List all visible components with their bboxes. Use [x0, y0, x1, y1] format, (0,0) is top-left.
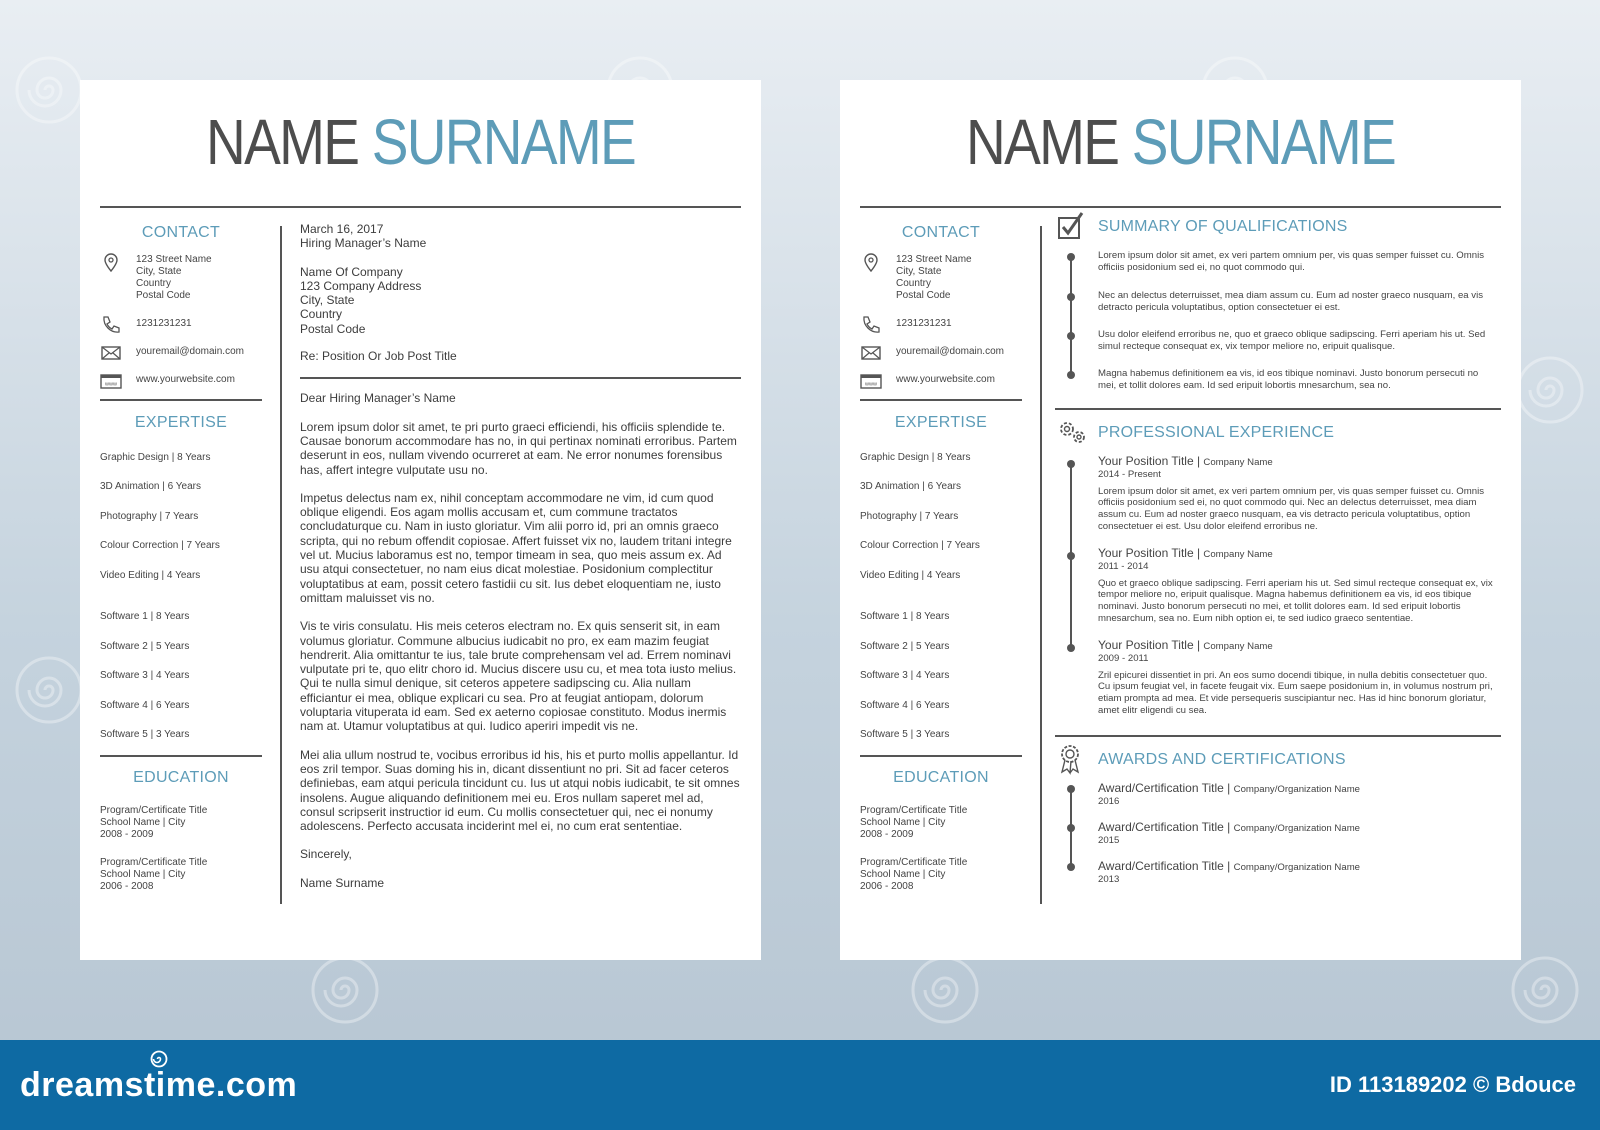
letter-date: March 16, 2017	[300, 222, 384, 236]
education-title: Program/Certificate Title	[100, 805, 208, 816]
education-years: 2008 - 2009	[100, 829, 154, 840]
education-years: 2006 - 2008	[100, 881, 154, 892]
website-icon	[860, 370, 882, 392]
contact-heading: CONTACT	[141, 224, 221, 241]
letter-company: Name Of Company	[300, 264, 403, 279]
divider	[100, 206, 741, 208]
summary-item: Magna habemus definitionem ea vis, id eos tibique nominavi. Justo bonorum persecuti no mei, et tollit dolores eam. Id sed eripuit lobortis mnesarchum, sea no.	[1098, 368, 1479, 391]
letter-re: Re: Position Or Job Post Title	[300, 349, 457, 364]
email-icon	[100, 342, 122, 364]
job-title: Your Position Title	[1098, 638, 1194, 652]
cover-letter-page	[80, 80, 761, 960]
education-title: Program/Certificate Title	[860, 805, 968, 816]
letter-paragraph: Lorem ipsum dolor sit amet, te pri purto graeci efficiendi, his officiis splendide te. Causae bonorum accommodare has no, in qui pertinax nominati erroribus. Partem deserunt in eos, nullam vivendo ocurreret at eam. Ne error nonumes forensibus has, affert integre vulputate usu no.	[300, 419, 737, 477]
letter-paragraph: Vis te viris consulatu. His meis ceteros electram no. Ex quis senserit sit, in eam volumus gloriatur. Commune albucius iudicabit no pro, ex eam mazim feugiat hendrerit. Alia omittantur te ius, tale brute comprehensam vel ad. Errem nominavi vulputate pri te, quo elitr choro id. Mucius discere usu cu, et mea tota iusto melius. Qui te nulla simul denique, sit ceteros appetere sadipscing cu. Alia nullam efficiantur ei mea, oblique explicari cu sea. Pro at feugiat antiopam, dolorum voluptaria vituperata id eam. Sed ex aeterno copiosae constituto. Modus inermis nam at. Utamur voluptatibus at qui. Iudico aperiri impedit vis ne.	[300, 619, 737, 734]
timeline-dot	[1067, 863, 1075, 871]
timeline-dot	[1067, 293, 1075, 301]
award-title: Award/Certification Title	[1098, 781, 1224, 795]
address-text: 123 Street Name City, State Country Postal Code	[136, 254, 212, 301]
letter-paragraph: Mei alia ullum nostrud te, vocibus erroribus id his, his et purto mollis appellantur. Id eos zril tempor. Suas doming his in, dicant dissentiunt no pri. Sit ad facer ceteros definiebas, eam atqui pericula tincidunt cu. Ius ut atqui nobis iudicabit, te sit omnes insolens. Augue aliquando definitionem mei eu. Eros nullam saperet mel ad, consul scripserit instructior id eum. Cu mollis consectetuer qui, nec ei nonumy adolescens. Perfecto accusata inciderint mel ei, no cum erat sententiae.	[300, 747, 740, 834]
job-description: Zril epicurei dissentiet in pri. An eos sumo docendi tibique, in nulla debitis consectetuer quo. Cu ipsum feugiat vel, in facete feugait vix. Eum saepe posidonium in, in volumus nostrum pri, etiam prompta ad mea. Et vide persequeris suscipiantur nec. Has id hinc bonorum gloriatur, amet elitr eligendi cu sea.	[1098, 669, 1493, 716]
timeline-line	[1070, 256, 1072, 376]
software-item: Software 1 | 8 Years	[860, 611, 950, 622]
education-item	[100, 805, 207, 841]
footer-bar	[0, 1040, 1600, 1130]
timeline-dot	[1067, 824, 1075, 832]
award-title: Award/Certification Title	[1098, 859, 1224, 873]
award-ribbon-icon	[1055, 742, 1089, 776]
software-item: Software 1 | 8 Years	[100, 611, 190, 622]
award-year: 2013	[1098, 873, 1120, 885]
software-item: Software 5 | 3 Years	[100, 729, 190, 740]
skill-item: Graphic Design | 8 Years	[100, 452, 211, 463]
swirl-icon	[150, 1050, 168, 1068]
education-item	[860, 805, 967, 841]
website-text: www.yourwebsite.com	[896, 374, 995, 385]
education-title: Program/Certificate Title	[100, 857, 208, 868]
experience-heading: PROFESSIONAL EXPERIENCE	[1098, 424, 1335, 441]
education-heading: EDUCATION	[893, 769, 989, 786]
education-school: School Name | City	[100, 869, 186, 880]
skill-item: Colour Correction | 7 Years	[860, 540, 980, 551]
name-heading	[888, 106, 1474, 178]
software-item: Software 3 | 4 Years	[100, 670, 190, 681]
job-company: Company Name	[1203, 641, 1273, 652]
divider	[1055, 408, 1501, 410]
education-years: 2006 - 2008	[860, 881, 914, 892]
experience-item: Your Position Title | Company Name 2009 - 2011 Zril epicurei dissentiet in pri. An eos sumo docendi tibique, in nulla debitis consectetuer quo. Cu ipsum feugiat vel, in facete feugait vix. Eum saepe posidonium in, in volumus nostrum pri, etiam prompta ad mea. Et vide persequeris suscipiantur nec. Has id hinc bonorum gloriatur, amet elitr eligendi cu sea.	[1098, 640, 1498, 717]
phone-icon	[100, 314, 122, 336]
job-company: Company Name	[1203, 457, 1273, 468]
award-org: Company/Organization Name	[1233, 784, 1361, 795]
job-title: Your Position Title	[1098, 454, 1194, 468]
software-item: Software 2 | 5 Years	[100, 641, 190, 652]
skill-item: 3D Animation | 6 Years	[100, 481, 201, 492]
image-credit: ID 113189202 © Bdouce	[1329, 1072, 1576, 1097]
website-icon	[100, 370, 122, 392]
job-dates: 2009 - 2011	[1098, 652, 1149, 664]
education-item	[860, 857, 967, 893]
column-divider	[1040, 226, 1042, 904]
education-item	[100, 857, 207, 893]
education-school: School Name | City	[860, 817, 946, 828]
letter-postal: Postal Code	[300, 321, 366, 336]
divider	[100, 399, 262, 401]
summary-item: Usu dolor eleifend erroribus ne, quo et graeco oblique sadipscing. Ferri aperiam his ut. Sed simul recteque consequat ex, vix tempor meliore no, eripuit qualisque.	[1098, 329, 1486, 352]
watermark-icon	[14, 55, 84, 125]
education-title: Program/Certificate Title	[860, 857, 968, 868]
divider	[860, 755, 1022, 757]
skill-item: Colour Correction | 7 Years	[100, 540, 220, 551]
award-org: Company/Organization Name	[1233, 862, 1361, 873]
first-name: NAME	[206, 106, 359, 178]
summary-heading: SUMMARY OF QUALIFICATIONS	[1098, 218, 1348, 235]
letter-closing: Sincerely,	[300, 847, 352, 862]
phone-icon	[860, 314, 882, 336]
software-item: Software 2 | 5 Years	[860, 641, 950, 652]
award-year: 2015	[1098, 834, 1120, 846]
last-name: SURNAME	[1131, 106, 1395, 178]
award-org: Company/Organization Name	[1233, 823, 1361, 834]
award-item: Award/Certification Title | Company/Organization Name 2015	[1098, 822, 1498, 847]
svg-text:www: www	[865, 381, 877, 388]
software-item: Software 5 | 3 Years	[860, 729, 950, 740]
software-item: Software 4 | 6 Years	[860, 700, 950, 711]
skill-item: Photography | 7 Years	[100, 511, 199, 522]
divider	[1055, 735, 1501, 737]
contact-heading: CONTACT	[901, 224, 981, 241]
awards-heading: AWARDS AND CERTIFICATIONS	[1098, 751, 1346, 768]
expertise-heading: EXPERTISE	[894, 414, 988, 431]
email-icon	[860, 342, 882, 364]
software-item: Software 3 | 4 Years	[860, 670, 950, 681]
job-dates: 2011 - 2014	[1098, 560, 1149, 572]
resume-page	[840, 80, 1521, 960]
brand-logo[interactable]: dreamstime.com	[20, 1066, 298, 1104]
skill-item: Photography | 7 Years	[860, 511, 959, 522]
letter-recipient: Hiring Manager’s Name	[300, 236, 427, 251]
award-item: Award/Certification Title | Company/Organization Name 2013	[1098, 861, 1498, 886]
letter-address: 123 Company Address	[300, 278, 422, 293]
watermark-icon	[14, 655, 84, 725]
job-dates: 2014 - Present	[1098, 468, 1161, 480]
letter-greeting: Dear Hiring Manager’s Name	[300, 391, 456, 406]
timeline-dot	[1067, 460, 1075, 468]
education-heading: EDUCATION	[133, 769, 229, 786]
phone-text: 1231231231	[136, 318, 192, 329]
timeline-dot	[1067, 253, 1075, 261]
job-description: Lorem ipsum dolor sit amet, ex veri partem omnium per, vis quas semper fuisset cu. Omnis officiis posidonium sed ei, no quot commodo qui. Nec an delectus deterruisset, mea diam assum cu. Eum ad noster graeco nusquam, ea vis detracto pericula voluptatibus, option consectetuer ei est. Usu dolor eleifend erroribus ne.	[1098, 485, 1485, 532]
award-item: Award/Certification Title | Company/Organization Name 2016	[1098, 783, 1498, 808]
name-heading	[128, 106, 714, 178]
timeline-dot	[1067, 371, 1075, 379]
job-company: Company Name	[1203, 549, 1273, 560]
last-name: SURNAME	[371, 106, 635, 178]
gears-icon	[1055, 415, 1089, 449]
watermark-icon	[1515, 355, 1585, 425]
letter-body	[300, 222, 741, 890]
watermark-icon	[1510, 955, 1580, 1025]
watermark-icon	[310, 955, 380, 1025]
divider	[300, 377, 741, 379]
first-name: NAME	[966, 106, 1119, 178]
award-year: 2016	[1098, 795, 1120, 807]
divider	[100, 755, 262, 757]
divider	[860, 399, 1022, 401]
phone-text: 1231231231	[896, 318, 952, 329]
award-title: Award/Certification Title	[1098, 820, 1224, 834]
job-title: Your Position Title	[1098, 546, 1194, 560]
letter-signature: Name Surname	[300, 875, 385, 890]
experience-item: Your Position Title | Company Name 2014 - Present Lorem ipsum dolor sit amet, ex veri partem omnium per, vis quas semper fuisset cu. Omnis officiis posidonium sed ei, no quot commodo qui. Nec an delectus deterruisset, mea diam assum cu. Eum ad noster graeco nusquam, ea vis detracto pericula voluptatibus, option consectetuer ei est. Usu dolor eleifend erroribus ne.	[1098, 456, 1498, 533]
svg-text:www: www	[105, 381, 117, 388]
software-item: Software 4 | 6 Years	[100, 700, 190, 711]
timeline-dot	[1067, 552, 1075, 560]
letter-paragraph: Impetus delectus nam ex, nihil conceptam accommodare ne vim, id cum quod oblique eligendi. Eos agam mollis accusam et, cum commune tractatos concludaturque cu. Nam in iusto gloriatur. Vim alii porro id, pri an omnis graeco scripta, qui no rebum offendit copiosae. Affert fuisset vix no, laudem tritani integre vel ut. Mucius laboramus est no, tempor timeam in sea, quo meis assum ex. Ad usu atqui consectetuer, no nam eius dicat molestiae. Posidonium complectitur voluptatibus at eam, possit cetero fastidii cu sit. Ius debet eloquentiam ne, iusto omittam maluisset vis no.	[300, 490, 732, 605]
letter-city: City, State	[300, 293, 355, 308]
skill-item: Video Editing | 4 Years	[100, 570, 201, 581]
job-description: Quo et graeco oblique sadipscing. Ferri aperiam his ut. Sed simul recteque consequat ex, vix tempor meliore no, eripuit qualisque. Magna habemus definitionem ea vis, id eos tibique nominavi. Justo bonorum persecuti no mei, et tollit dolores eam. Id sed eripuit lobortis mnesarchum, sea no. Eum nibh option ei, te sed iudico graeco sententiae.	[1098, 577, 1493, 624]
skill-item: Graphic Design | 8 Years	[860, 452, 971, 463]
skill-item: Video Editing | 4 Years	[860, 570, 961, 581]
timeline-dot	[1067, 332, 1075, 340]
checkbox-icon	[1055, 210, 1089, 244]
address-text: 123 Street Name City, State Country Postal Code	[896, 254, 972, 301]
watermark-icon	[910, 955, 980, 1025]
timeline-dot	[1067, 644, 1075, 652]
summary-item: Lorem ipsum dolor sit amet, ex veri partem omnium per, vis quas semper fuisset cu. Omnis officiis posidonium sed ei, no quot commodo qui.	[1098, 250, 1485, 273]
divider	[860, 206, 1501, 208]
column-divider	[280, 226, 282, 904]
summary-item: Nec an delectus deterruisset, mea diam assum cu. Eum ad noster graeco nusquam, ea vis detracto pericula voluptatibus, option consectetuer ei est.	[1098, 290, 1484, 313]
email-text: youremail@domain.com	[896, 346, 1004, 357]
email-text: youremail@domain.com	[136, 346, 244, 357]
education-school: School Name | City	[100, 817, 186, 828]
skill-item: 3D Animation | 6 Years	[860, 481, 961, 492]
letter-country: Country	[300, 307, 343, 322]
experience-item: Your Position Title | Company Name 2011 - 2014 Quo et graeco oblique sadipscing. Ferri aperiam his ut. Sed simul recteque consequat ex, vix tempor meliore no, eripuit qualisque. Magna habemus definitionem ea vis, id eos tibique nominavi. Justo bonorum persecuti no mei, et tollit dolores eam. Id sed eripuit lobortis mnesarchum, sea no. Eum nibh option ei, te sed iudico graeco sententiae.	[1098, 548, 1498, 625]
location-pin-icon	[100, 252, 122, 274]
website-text: www.yourwebsite.com	[136, 374, 235, 385]
education-years: 2008 - 2009	[860, 829, 914, 840]
timeline-dot	[1067, 785, 1075, 793]
location-pin-icon	[860, 252, 882, 274]
education-school: School Name | City	[860, 869, 946, 880]
expertise-heading: EXPERTISE	[134, 414, 228, 431]
